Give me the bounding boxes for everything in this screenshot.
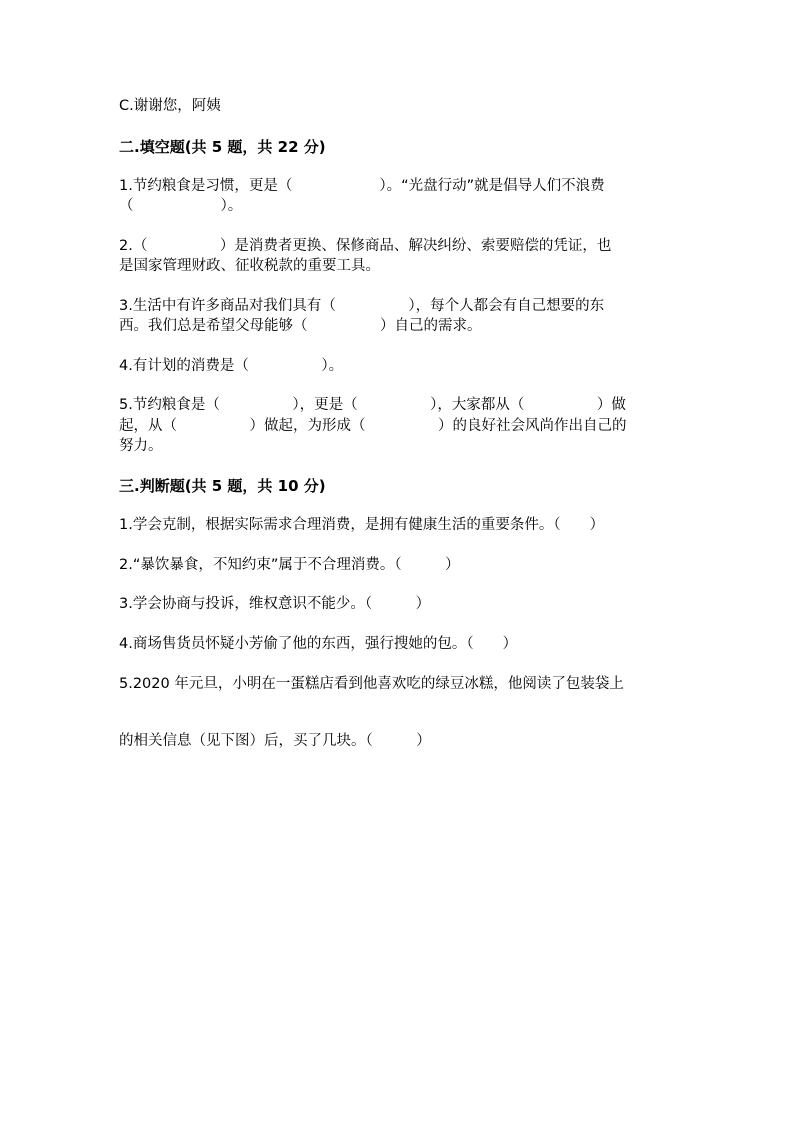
fill-q5-line3: 努力。: [119, 438, 163, 454]
fill-q3-line2: 西。我们总是希望父母能够（ ）自己的需求。: [119, 318, 482, 334]
judge-q4: 4.商场售货员怀疑小芳偷了他的东西，强行搜她的包。（ ）: [119, 636, 518, 652]
fill-q4-line1: 4.有计划的消费是（ ）。: [119, 358, 344, 374]
fill-q1-line2: （ ）。: [119, 198, 243, 214]
fill-q3-line1: 3.生活中有许多商品对我们具有（ ），每个人都会有自己想要的东: [119, 298, 605, 314]
fill-q2-line1: 2.（ ）是消费者更换、保修商品、解决纠纷、索要赔偿的凭证，也: [119, 238, 612, 254]
judge-q5-line2: 的相关信息（见下图）后，买了几块。（ ）: [119, 733, 431, 749]
judge-q3: 3.学会协商与投诉，维权意识不能少。（ ）: [119, 596, 431, 612]
judge-q1: 1.学会克制，根据实际需求合理消费，是拥有健康生活的重要条件。（ ）: [119, 517, 605, 533]
section3-heading: 三.判断题(共 5 题，共 10 分): [119, 477, 326, 495]
judge-q5-line1: 5.2020 年元旦，小明在一蛋糕店看到他喜欢吃的绿豆冰糕，他阅读了包装袋上: [119, 676, 624, 692]
section2-heading: 二.填空题(共 5 题，共 22 分): [119, 138, 326, 156]
option-c: C.谢谢您，阿姨: [119, 98, 221, 114]
fill-q5-line2: 起，从（ ）做起，为形成（ ）的良好社会风尚作出自己的: [119, 418, 627, 434]
fill-q5-line1: 5.节约粮食是（ ），更是（ ），大家都从（ ）做: [119, 397, 626, 413]
fill-q1-line1: 1.节约粮食是习惯，更是（ ）。“光盘行动”就是倡导人们不浪费: [119, 178, 605, 194]
judge-q2: 2.“暴饮暴食，不知约束”属于不合理消费。（ ）: [119, 557, 460, 573]
fill-q2-line2: 是国家管理财政、征收税款的重要工具。: [119, 258, 380, 274]
